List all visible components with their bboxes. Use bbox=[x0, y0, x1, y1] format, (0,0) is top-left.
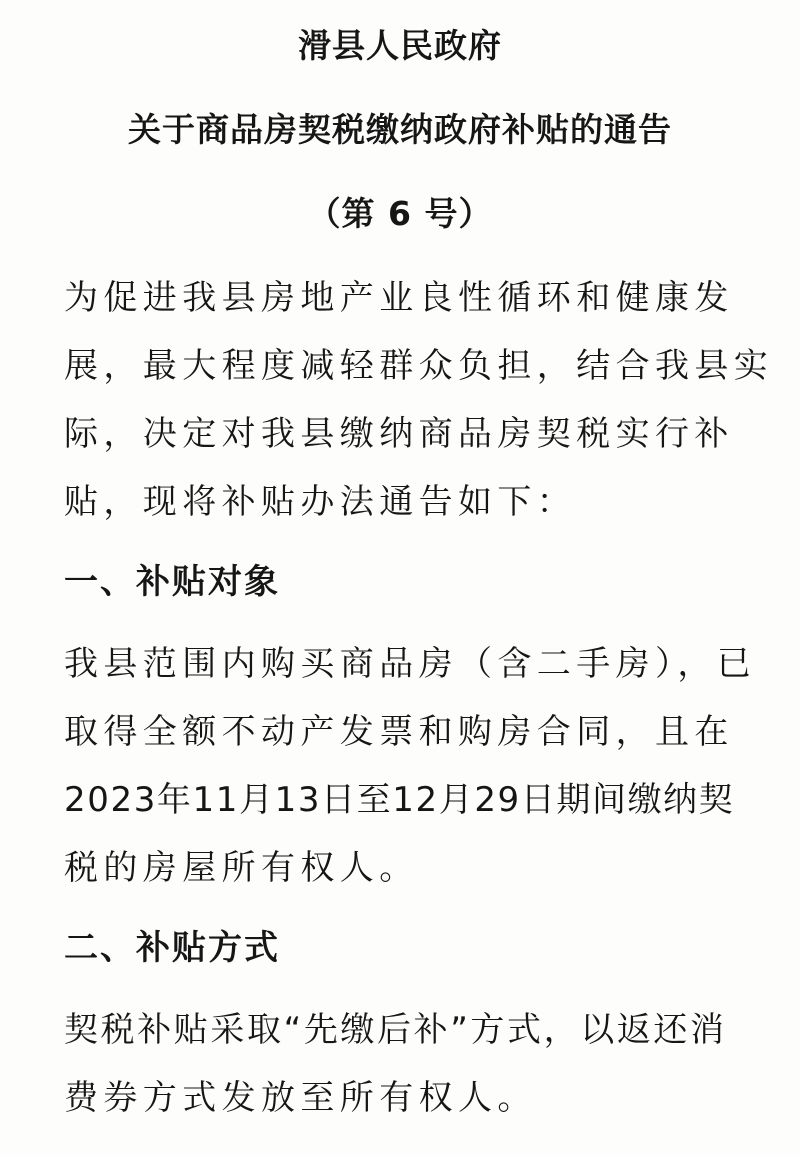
section2-line: 费券方式发放至所有权人。 bbox=[64, 1078, 537, 1118]
section2-line: 契税补贴采取“先缴后补”方式，以返还消 bbox=[64, 1010, 727, 1050]
section-heading-subsidy-method: 二、补贴方式 bbox=[64, 928, 280, 968]
intro-line: 为促进我县房地产业良性循环和健康发 bbox=[64, 278, 734, 318]
section1-line: 2023年11月13日至12月29日期间缴纳契 bbox=[64, 780, 735, 820]
intro-line: 贴，现将补贴办法通告如下： bbox=[64, 482, 577, 522]
section1-line: 税的房屋所有权人。 bbox=[64, 848, 419, 888]
intro-line: 展，最大程度减轻群众负担，结合我县实 bbox=[64, 346, 774, 386]
notice-number: （第 6 号） bbox=[307, 194, 493, 233]
section-heading-subsidy-target: 一、补贴对象 bbox=[64, 562, 280, 602]
section1-line: 我县范围内购买商品房（含二手房），已 bbox=[64, 644, 757, 684]
notice-title: 关于商品房契税缴纳政府补贴的通告 bbox=[128, 110, 672, 149]
section1-line: 取得全额不动产发票和购房合同，且在 bbox=[64, 712, 734, 752]
issuer-title: 滑县人民政府 bbox=[298, 26, 502, 65]
intro-line: 际，决定对我县缴纳商品房契税实行补 bbox=[64, 414, 734, 454]
